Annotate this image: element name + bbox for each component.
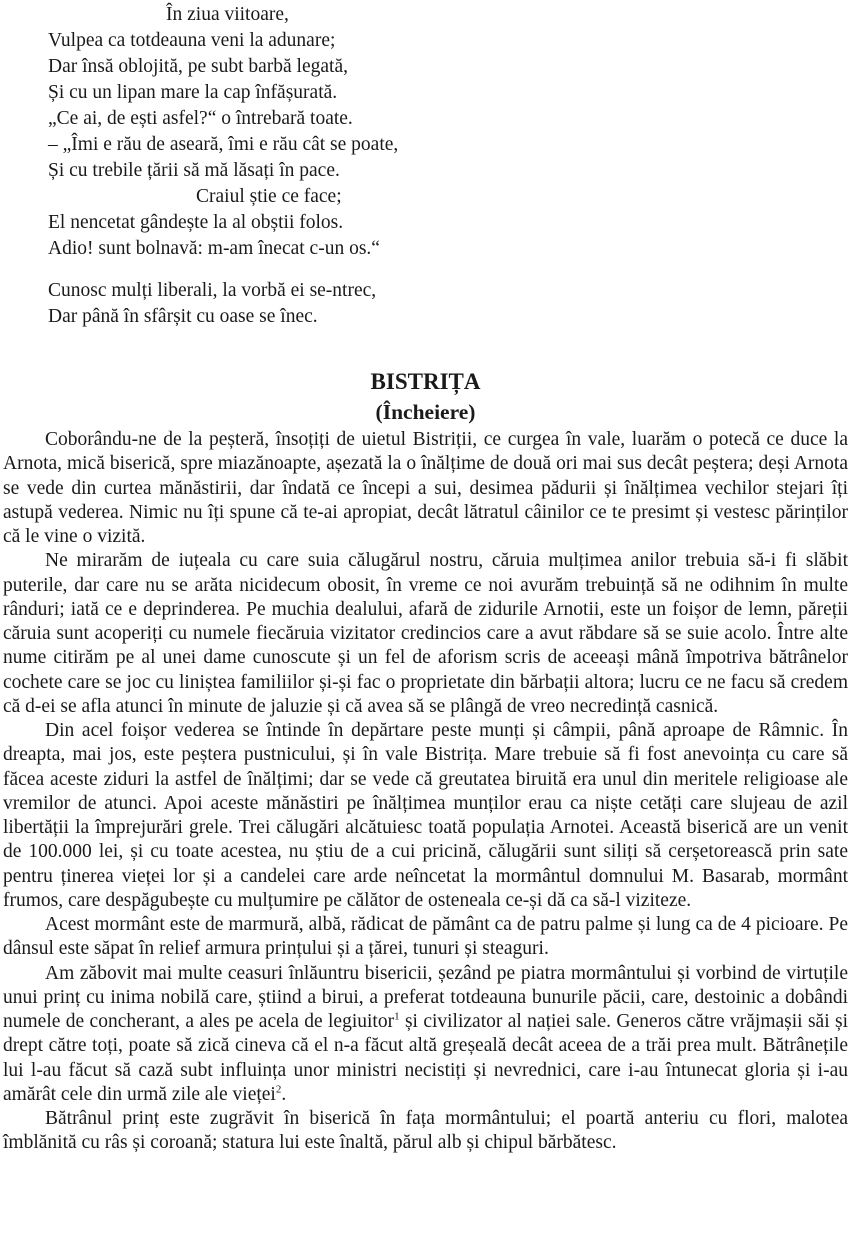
poem-line: Vulpea ca totdeauna veni la adunare; [48, 30, 336, 51]
paragraph-text: și civilizator al nației sale. Generos către vrăjmașii săi și drept către toți, poate să zică cineva că el n-a făcut altă greșeală decât aceea de a trăi prea mult. Bătrânețile lui l-au făcut să cază subt influința unor ministri necistiți și nevrednici, care i-au întunecat gloria și i-au amărât cele din urmă zile ale vieței [3, 1011, 848, 1105]
poem-line: Și cu un lipan mare la cap înfășurată. [48, 82, 338, 103]
poem-line: Dar însă oblojită, pe subt barbă legată, [48, 56, 348, 77]
poem-line: – „Îmi e rău de aseară, îmi e rău cât se poate, [48, 134, 399, 155]
poem-line: În ziua viitoare, [166, 4, 289, 25]
poem-line: El nencetat gândește la al obștii folos. [48, 212, 344, 233]
poem-block [48, 2, 808, 330]
section-subtitle: (Încheiere) [375, 400, 476, 424]
footnote-marker: 2 [275, 1083, 282, 1096]
poem-line: „Ce ai, de ești asfel?“ o întrebară toate. [48, 108, 353, 129]
section-title: BISTRIȚA [370, 369, 481, 394]
poem-line: Și cu trebile țării să mă lăsați în pace. [48, 160, 340, 181]
paragraph: Coborându-ne de la peșteră, însoțiți de uietul Bistriții, ce curgea în vale, luarăm o potecă ce duce la Arnota, mică biserică, spre miazănoapte, așezată la o înălțime de două ori mai sus decât peștera; deși Arnota se vede din curtea mănăstirii, dar îndată ce începi a sui, desimea pădurii și înălțimea vechilor stejari îți astupă vederea. Nimic nu îți spune că te-ai apropiat, decât lătratul câinilor ce te presimt și vestesc părinților că le vine o vizită. [3, 429, 848, 547]
poem-line: Craiul știe ce face; [196, 186, 342, 207]
poem-line: Dar până în sfârșit cu oase se înec. [48, 306, 318, 327]
poem-line: Cunosc mulți liberali, la vorbă ei se-ntrec, [48, 280, 377, 301]
footnote-marker: 1 [394, 1010, 400, 1023]
paragraph: Bătrânul prinț este zugrăvit în biserică în fața mormântului; el poartă anteriu cu flori, malotea îmblănită cu râs și coroană; statura lui este înaltă, părul alb și chipul bărbătesc. [3, 1108, 848, 1154]
paragraph: Din acel foișor vederea se întinde în depărtare peste munți și câmpii, până aproape de Râmnic. În dreapta, mai jos, este peștera pustnicului, și în vale Bistrița. Mare trebuie să fi fost anevoința cu care să făcea aceste ziduri la astfel de înălțimi; dar se vede că greutatea biruită era unul din meritele religioase ale vremilor de atunci. Apoi aceste mănăstiri pe înălțimea munților erau ca niște cetăți care slujeau de azil libertății la împrejurări grele. Trei călugări alcătuiesc toată populația Arnotei. Această biserică are un venit de 100.000 lei, și cu toate acestea, nu știu de a cui pricină, călugării sunt siliți să cerșetorească prin sate pentru ținerea vieței lor și a candelei care arde neîncetat la mormântul domnului M. Basarab, mormânt frumos, care despăgubește cu mulțumire pe călător de osteneala ce-și dă ca să-l viziteze. [3, 720, 848, 911]
stanza-gap [48, 262, 808, 278]
paragraph: Ne mirarăm de iuțeala cu care suia călugărul nostru, căruia mulțimea anilor trebuia să-i fi slăbit puterile, dar care nu se arăta nicidecum obosit, în vreme ce noi avurăm trebuință să ne odihnim în multe rânduri; iată ce e deprinderea. Pe muchia dealului, afară de zidurile Arnotii, este un foișor de lemn, păreții căruia sunt acoperiți cu numele fiecăruia vizitator credincios care a avut răbdare să se suie acolo. Între alte nume citirăm pe al unei dame cunoscute și un fel de aforism scris de aceeași mână împotriva bătrânelor cochete care se joc cu liniștea familiilor și-și fac o proprietate din bărbații altora; lucru ce ne facu să credem că d-ei se afla atunci în minute de jaluzie și că avea să se plângă de vreo necredință casnică. [3, 550, 848, 717]
paragraph: Am zăbovit mai multe ceasuri înlăuntru bisericii, șezând pe piatra mormântului și vorbind de virtuțile unui prinț cu inima nobilă care, știind a birui, a preferat totdeauna bunurile păcii, care, destoinic a dobândi numele de concherant, a ales pe acela de legiuitor$^1$ și civilizator al nației sale. Generos către vrăjmașii săi și drept către toți, poate să zică cineva că el n-a făcut altă greșeală decât aceea de a trăi prea mult. Bătrânețile lui l-au făcut să cază subt influința unor ministri necistiți și nevrednici, care i-au întunecat gloria și i-au amărât cele din urmă zile ale vieței$^2$. [3, 962, 848, 1105]
poem-line: Adio! sunt bolnavă: m-am înecat c-un os.“ [48, 238, 380, 259]
prose-body [3, 428, 848, 1156]
paragraph: Acest mormânt este de marmură, albă, rădicat de pământ ca de patru palme și lung ca de 4 picioare. Pe dânsul este săpat în relief armura prințului și a țărei, tunuri și steaguri. [3, 914, 848, 960]
paragraph-text: Am zăbovit mai multe ceasuri înlăuntru bisericii, șezând pe piatra mormântului și vorbind de virtuțile unui prinț cu inima nobilă care, știind a birui, a preferat totdeauna bunurile păcii, care, destoinic a dobândi numele de concherant, a ales pe acela de legiuitor [3, 962, 848, 1032]
